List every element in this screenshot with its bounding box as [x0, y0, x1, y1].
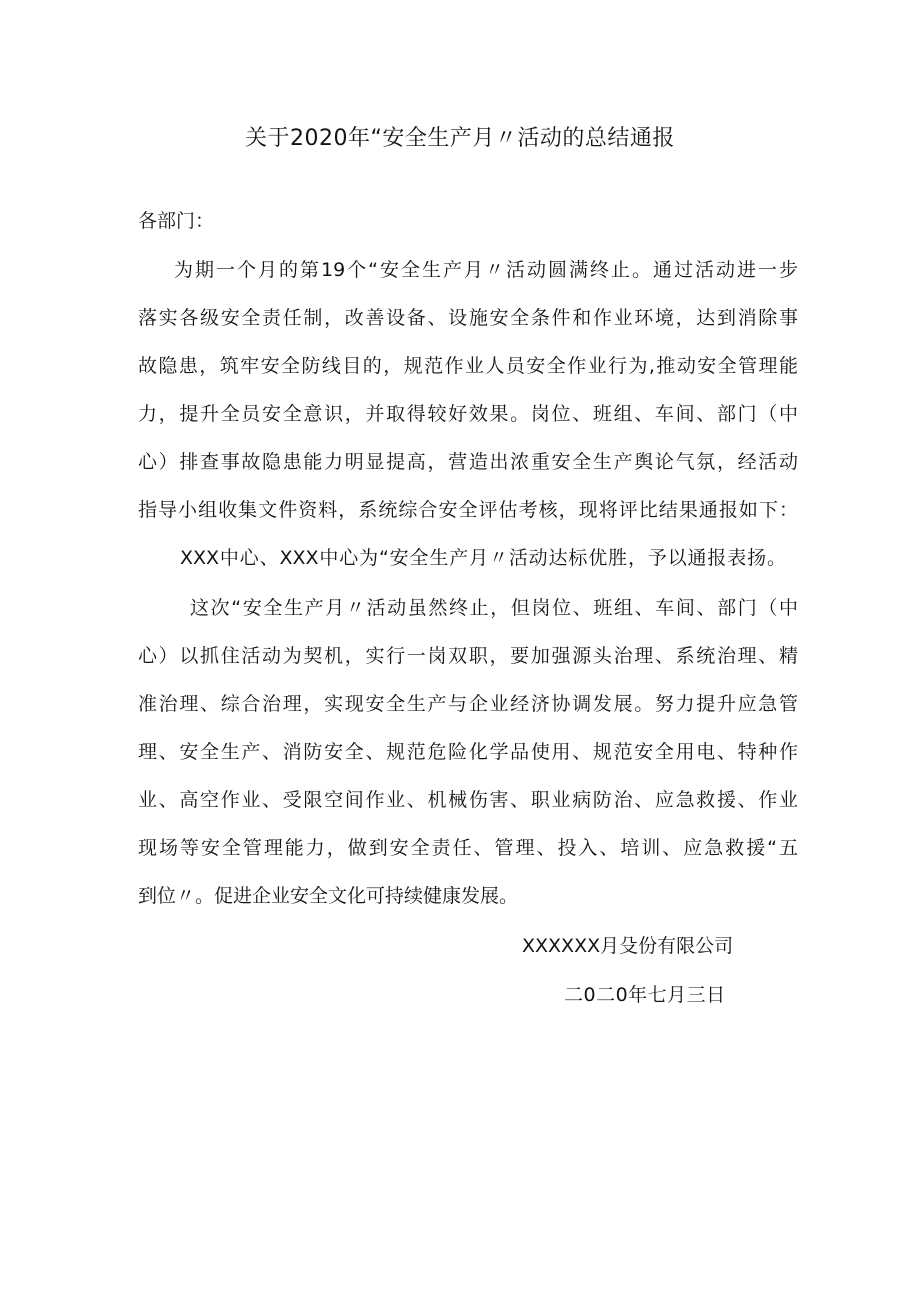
- paragraph-1-line: 力，提升全员安全意识，并取得较好效果。岗位、班组、车间、部门（中: [138, 403, 798, 425]
- paragraph-1-line: 落实各级安全责任制，改善设备、设施安全条件和作业环境，达到消除事: [138, 307, 798, 329]
- document-title: 关于2020年“安全生产月〃活动的总结通报: [245, 126, 675, 151]
- paragraph-3-line: 到位〃。促进企业安全文化可持续健康发展。: [138, 885, 519, 907]
- paragraph-1-line: 指导小组收集文件资料，系统综合安全评估考核，现将评比结果通报如下：: [138, 499, 798, 521]
- paragraph-3-line: 心）以抓住活动为契机，实行一岗双职，要加强源头治理、系统治理、精: [138, 645, 798, 667]
- paragraph-3-line: 业、高空作业、受限空间作业、机械伤害、职业病防治、应急救援、作业: [138, 789, 798, 811]
- paragraph-3-line: 这次“安全生产月〃活动虽然终止，但岗位、班组、车间、部门（中: [190, 597, 798, 619]
- paragraph-3-line: 理、安全生产、消防安全、规范危险化学品使用、规范安全用电、特种作: [138, 741, 798, 763]
- paragraph-3-line: 现场等安全管理能力，做到安全责任、管理、投入、培训、应急救援“五: [138, 837, 798, 859]
- paragraph-1-line: 故隐患，筑牢安全防线目的，规范作业人员安全作业行为,推动安全管理能: [138, 355, 798, 377]
- paragraph-3-line: 准治理、综合治理，实现安全生产与企业经济协调发展。努力提升应急管: [138, 693, 798, 715]
- signature-company: XXXXXX月殳份有限公司: [522, 935, 734, 957]
- signature-date: 二0二0年七月三日: [564, 984, 726, 1006]
- paragraph-1-line: 为期一个月的第19个“安全生产月〃活动圆满终止。通过活动进一步: [174, 259, 798, 281]
- paragraph-2: XXX中心、XXX中心为“安全生产月〃活动达标优胜，予以通报表扬。: [180, 547, 786, 569]
- salutation: 各部门：: [138, 210, 215, 232]
- paragraph-1-line: 心）排查事故隐患能力明显提高，营造出浓重安全生产舆论气氛，经活动: [138, 451, 798, 473]
